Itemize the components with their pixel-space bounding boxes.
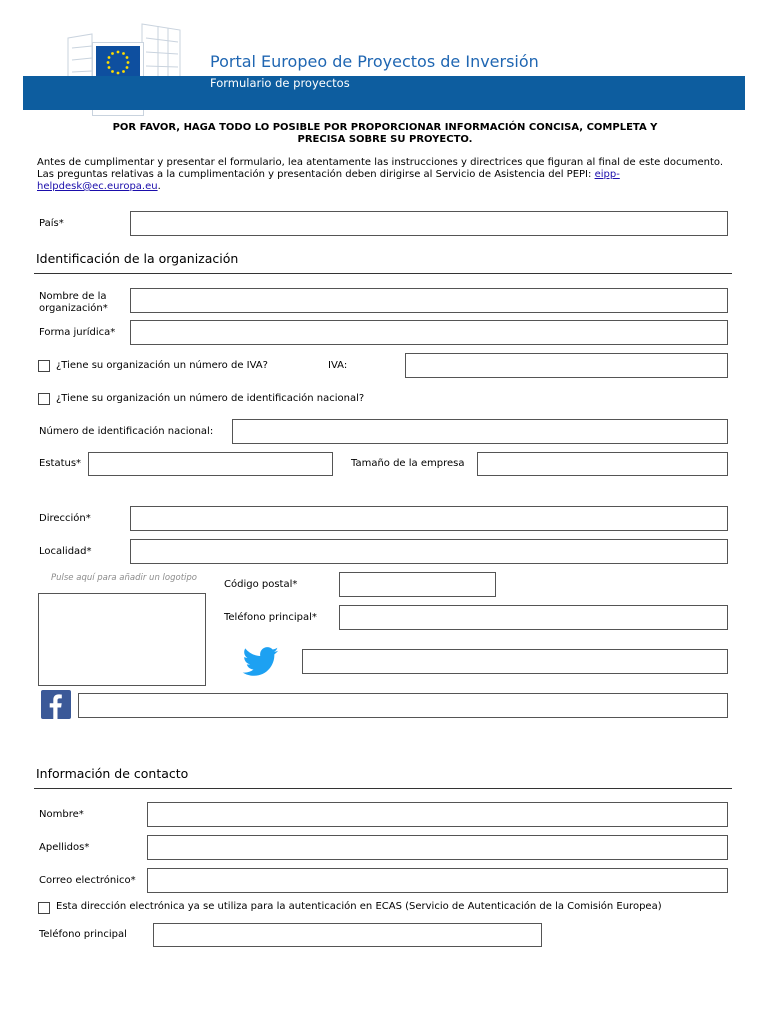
org-name-field[interactable] — [130, 288, 728, 313]
country-field[interactable] — [130, 211, 728, 236]
address-field[interactable] — [130, 506, 728, 531]
vat-field[interactable] — [405, 353, 728, 378]
company-size-field[interactable] — [477, 452, 728, 476]
vat-checkbox[interactable] — [38, 360, 50, 372]
facebook-field[interactable] — [78, 693, 728, 718]
header-banner — [23, 76, 745, 110]
company-size-label: Tamaño de la empresa — [351, 458, 465, 469]
contact-phone-label: Teléfono principal — [39, 929, 127, 940]
status-label: Estatus* — [39, 458, 82, 469]
main-phone-field[interactable] — [339, 605, 728, 630]
first-name-field[interactable] — [147, 802, 728, 827]
contact-section-heading: Información de contacto — [36, 766, 189, 781]
vat-label: IVA: — [328, 360, 348, 371]
national-id-question-label: ¿Tiene su organización un número de identificación nacional? — [56, 393, 365, 404]
notice-text: POR FAVOR, HAGA TODO LO POSIBLE POR PROPORCIONAR INFORMACIÓN CONCISA, COMPLETA Y PRECISA SOBRE SU PROYECTO. — [112, 122, 658, 145]
last-name-label: Apellidos* — [39, 842, 90, 853]
intro-text: Antes de cumplimentar y presentar el formulario, lea atentamente las instrucciones y directrices que figuran al final de este documento. Las preguntas relativas a la cumplimentación y presentación deben dirigirse al Servicio de Asistencia del PEPI: — [37, 157, 724, 180]
address-label: Dirección* — [39, 513, 91, 524]
postal-code-field[interactable] — [339, 572, 496, 597]
locality-label: Localidad* — [39, 546, 92, 557]
national-id-checkbox[interactable] — [38, 393, 50, 405]
intro-paragraph — [37, 157, 727, 193]
logo-hint: Pulse aquí para añadir un logotipo — [51, 573, 197, 583]
ecas-question-label: Esta dirección electrónica ya se utiliza para la autenticación en ECAS (Servicio de Autenticación de la Comisión Europea) — [56, 901, 662, 912]
email-field[interactable] — [147, 868, 728, 893]
facebook-icon — [41, 690, 71, 719]
logo-upload-area[interactable] — [38, 593, 206, 686]
main-phone-label: Teléfono principal* — [224, 612, 317, 623]
ecas-checkbox[interactable] — [38, 902, 50, 914]
page-subtitle: Formulario de proyectos — [210, 76, 350, 90]
locality-field[interactable] — [130, 539, 728, 564]
contact-phone-field[interactable] — [153, 923, 542, 947]
postal-code-label: Código postal* — [224, 579, 298, 590]
national-id-label: Número de identificación nacional: — [39, 426, 214, 437]
twitter-icon — [242, 647, 280, 677]
eu-flag-icon — [96, 46, 140, 79]
legal-form-field[interactable] — [130, 320, 728, 345]
first-name-label: Nombre* — [39, 809, 84, 820]
national-id-field[interactable] — [232, 419, 728, 444]
country-label: País* — [39, 218, 64, 229]
org-name-label: Nombre de la organización* — [39, 291, 108, 314]
helpdesk-email-link[interactable]: eipp-helpdesk@ec.europa.eu — [37, 169, 620, 192]
legal-form-label: Forma jurídica* — [39, 327, 116, 338]
org-section-divider — [34, 273, 732, 274]
page-title: Portal Europeo de Proyectos de Inversión — [210, 52, 539, 71]
contact-section-divider — [34, 788, 732, 789]
status-field[interactable] — [88, 452, 333, 476]
vat-question-label: ¿Tiene su organización un número de IVA? — [56, 360, 268, 371]
intro-end: . — [157, 181, 161, 192]
twitter-field[interactable] — [302, 649, 728, 674]
org-section-heading: Identificación de la organización — [36, 251, 239, 266]
last-name-field[interactable] — [147, 835, 728, 860]
email-label: Correo electrónico* — [39, 875, 136, 886]
